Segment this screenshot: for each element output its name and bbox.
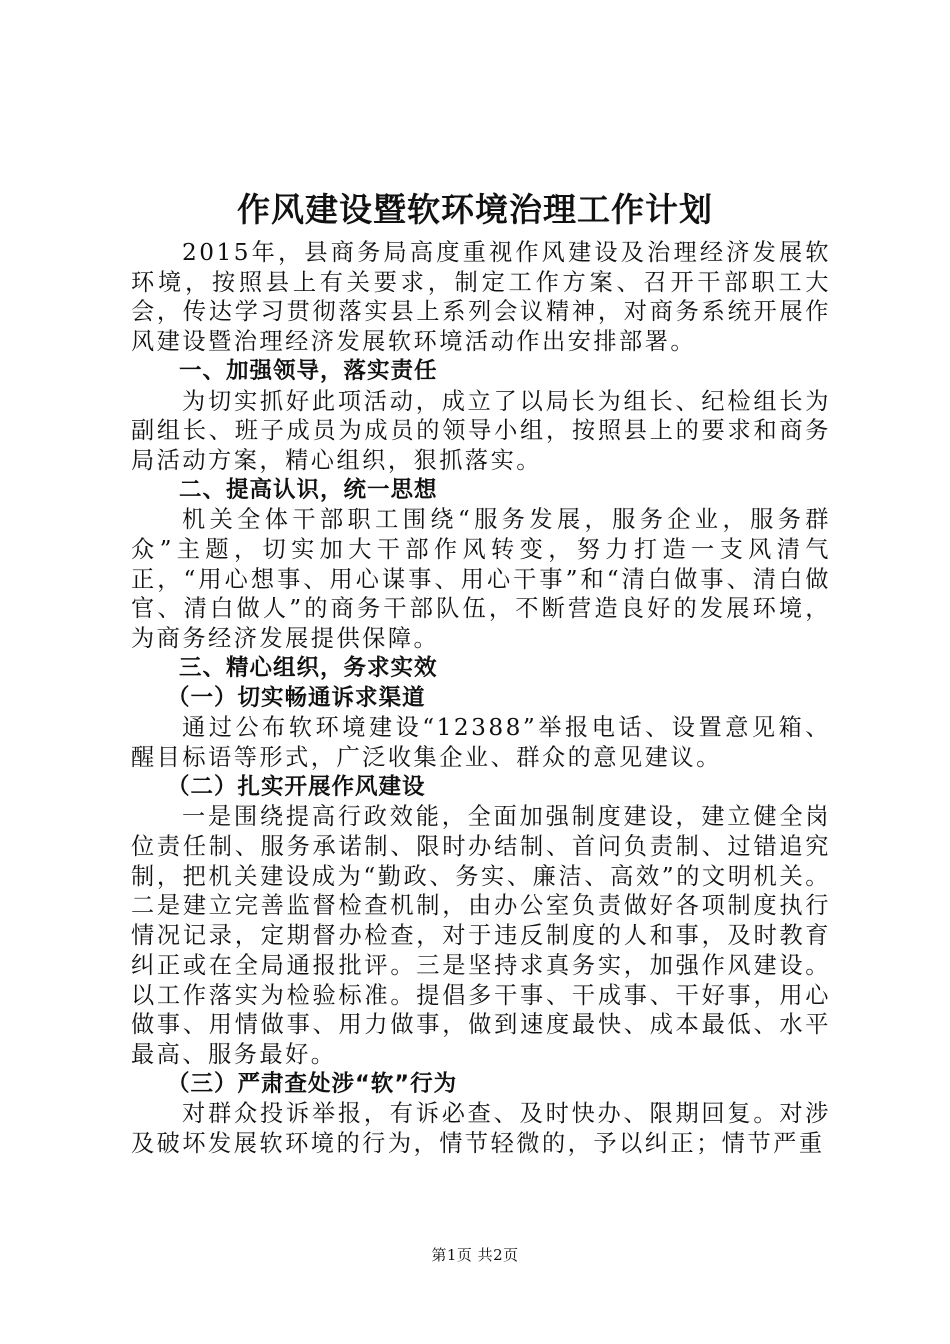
- section-2-paragraph: 机关全体干部职工围绕“服务发展，服务企业，服务群众”主题，切实加大干部作风转变，努力打造一支风清气正，“用心想事、用心谋事、用心干事”和“清白做事、清白做官、清白做人”的商务干部队伍，不断营造良好的发展环境，为商务经济发展提供保障。: [131, 506, 831, 653]
- section-3-heading: 三、精心组织，务求实效: [179, 654, 438, 681]
- section-1-heading: 一、加强领导，落实责任: [179, 357, 438, 384]
- subsection-2-heading: （二）扎实开展作风建设: [167, 773, 426, 800]
- subsection-1-paragraph: 通过公布软环境建设“12388”举报电话、设置意见箱、醒目标语等形式，广泛收集企业、群众的意见建议。: [131, 714, 831, 771]
- page-number-footer: 第1页 共2页: [431, 1246, 519, 1264]
- section-2-heading: 二、提高认识，统一思想: [179, 476, 438, 503]
- intro-paragraph: 2015年，县商务局高度重视作风建设及治理经济发展软环境，按照县上有关要求，制定工作方案、召开干部职工大会，传达学习贯彻落实县上系列会议精神，对商务系统开展作风建设暨治理经济发展软环境活动作出安排部署。: [131, 239, 831, 356]
- subsection-3-paragraph: 对群众投诉举报，有诉必查、及时快办、限期回复。对涉及破坏发展软环境的行为，情节轻微的，予以纠正；情节严重: [131, 1100, 831, 1158]
- subsection-2-paragraph: 一是围绕提高行政效能，全面加强制度建设，建立健全岗位责任制、服务承诺制、限时办结制、首问负责制、过错追究制，把机关建设成为“勤政、务实、廉洁、高效”的文明机关。二是建立完善监督检查机制，由办公室负责做好各项制度执行情况记录，定期督办检查，对于违反制度的人和事，及时教育纠正或在全局通报批评。三是坚持求真务实，加强作风建设。以工作落实为检验标准。提倡多干事、干成事、干好事，用心做事、用情做事、用力做事，做到速度最快、成本最低、水平最高、服务最好。: [131, 803, 831, 1068]
- document-body: [131, 238, 831, 1159]
- document-title: 作风建设暨软环境治理工作计划: [237, 190, 713, 229]
- section-1-paragraph: 为切实抓好此项活动，成立了以局长为组长、纪检组长为副组长、班子成员为成员的领导小组，按照县上的要求和商务局活动方案，精心组织，狠抓落实。: [131, 387, 831, 474]
- subsection-3-heading: （三）严肃查处涉“软”行为: [167, 1070, 458, 1097]
- subsection-1-heading: （一）切实畅通诉求渠道: [167, 684, 426, 711]
